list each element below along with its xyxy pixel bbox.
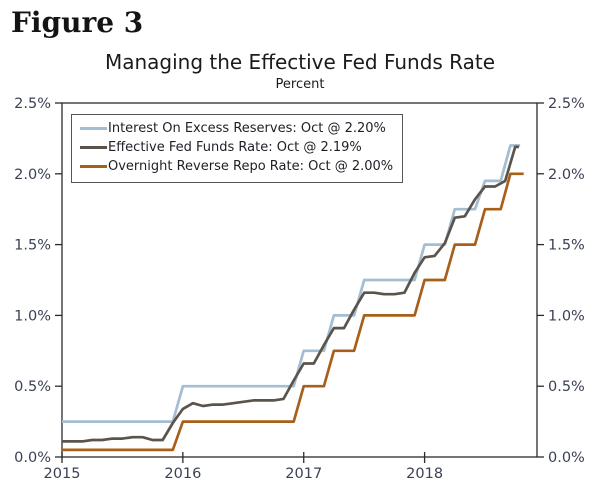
x-axis-label: 2015: [43, 466, 81, 482]
legend-item-ioer: [80, 119, 393, 138]
y-axis-label-right: 0.0%: [548, 450, 585, 466]
y-axis-label-left: 2.5%: [14, 96, 51, 112]
legend-item-effr: [80, 138, 393, 157]
chart-legend: [71, 114, 403, 183]
y-axis-label-left: 2.0%: [14, 166, 51, 183]
rrp-line-swatch-icon: [80, 165, 107, 168]
legend-label-effr: Effective Fed Funds Rate: Oct @ 2.19%: [108, 140, 362, 155]
ioer-line-swatch-icon: [80, 127, 107, 130]
chart-title: Managing the Effective Fed Funds Rate: [104, 50, 496, 74]
x-axis-label: 2017: [285, 466, 323, 482]
legend-label-rrp: Overnight Reverse Repo Rate: Oct @ 2.00%: [108, 159, 394, 174]
x-axis-label: 2016: [164, 466, 202, 482]
legend-item-rrp: [80, 157, 393, 176]
legend-label-ioer: Interest On Excess Reserves: Oct @ 2.20%: [108, 121, 386, 136]
y-axis-label-right: 1.0%: [548, 308, 585, 325]
y-axis-label-left: 1.0%: [14, 308, 51, 325]
y-axis-label-left: 0.0%: [14, 450, 51, 466]
y-axis-label-left: 1.5%: [14, 237, 51, 254]
effr-line-swatch-icon: [80, 146, 107, 149]
y-axis-label-right: 0.5%: [548, 379, 585, 396]
series-effr-line: [62, 147, 519, 442]
series-ioer-line: [62, 146, 520, 422]
y-axis-label-right: 2.0%: [548, 166, 585, 183]
y-axis-label-right: 2.5%: [548, 96, 585, 112]
figure-number-label: Figure 3: [11, 6, 144, 39]
x-axis-label: 2018: [406, 466, 444, 482]
y-axis-label-left: 0.5%: [14, 379, 51, 396]
y-axis-label-right: 1.5%: [548, 237, 585, 254]
chart-axis-units-label: Percent: [275, 77, 325, 92]
